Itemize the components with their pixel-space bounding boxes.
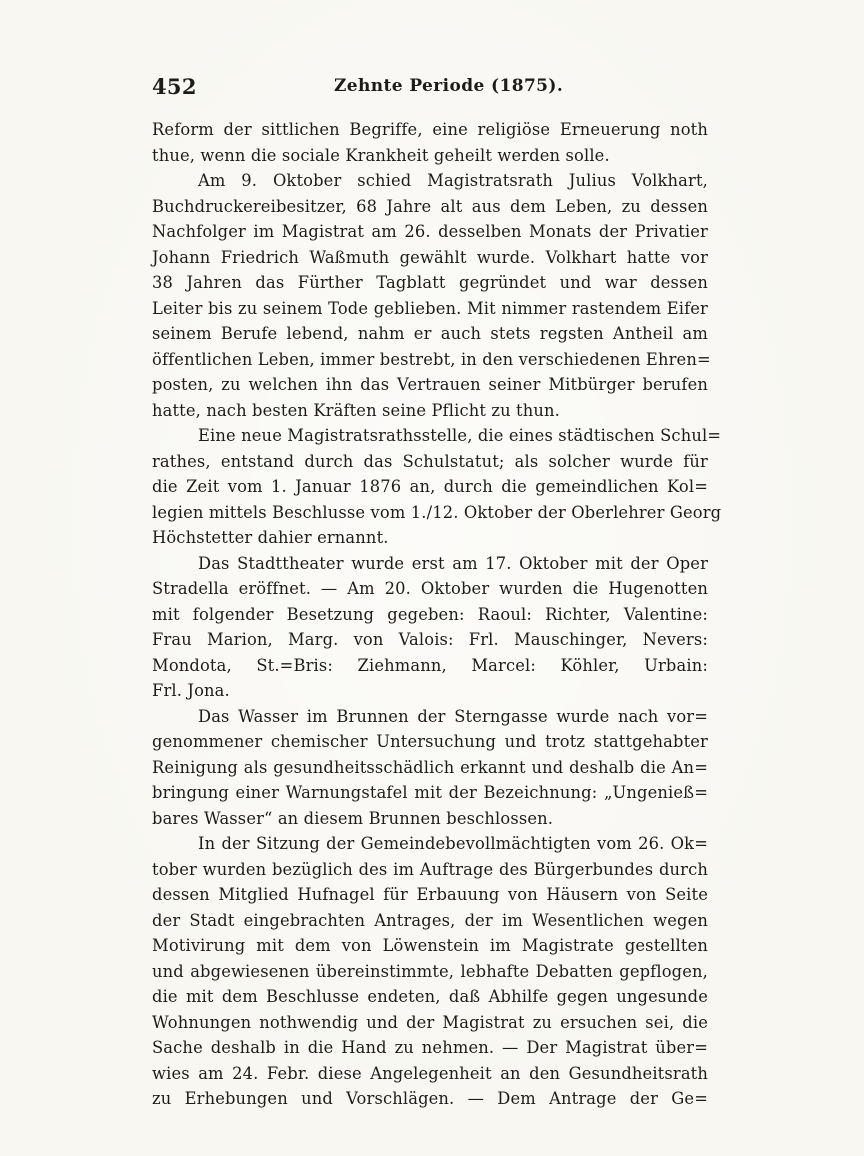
text-line: Das Stadttheater wurde erst am 17. Oktober mit der Oper [198, 553, 708, 573]
text-line: und abgewiesenen übereinstimmte, lebhafte Debatten gepflogen, [152, 961, 708, 981]
page-header [152, 74, 708, 100]
text-line: Frau Marion, Marg. von Valois: Frl. Mauschinger, Nevers: [152, 630, 708, 649]
text-line: bares Wasser“ an diesem Brunnen beschlossen. [152, 808, 554, 828]
text-line: Johann Friedrich Waßmuth gewählt wurde. Volkhart hatte vor [152, 247, 708, 267]
text-line: Leiter bis zu seinem Tode geblieben. Mit nimmer rastendem Eifer [152, 298, 708, 318]
text-line: Reinigung als gesundheitsschädlich erkannt und deshalb die An= [152, 757, 708, 777]
text-line: dessen Mitglied Hufnagel für Erbauung von Häusern von Seite [152, 885, 708, 904]
text-line: In der Sitzung der Gemeindebevollmächtigten vom 26. Ok= [198, 834, 708, 853]
text-line: die mit dem Beschlusse endeten, daß Abhilfe gegen ungesunde [152, 987, 708, 1006]
text-line: Stradella eröffnet. — Am 20. Oktober wurden die Hugenotten [152, 579, 708, 598]
body-text [152, 117, 722, 1112]
text-line: genommener chemischer Untersuchung und trotz stattgehabter [152, 732, 708, 751]
text-line: Eine neue Magistratsrathsstelle, die eines städtischen Schul= [198, 426, 722, 445]
text-line: tober wurden bezüglich des im Auftrage des Bürgerbundes durch [152, 859, 708, 879]
text-line: Höchstetter dahier ernannt. [152, 528, 389, 547]
text-line: Am 9. Oktober schied Magistratsrath Julius Volkhart, [198, 171, 708, 190]
text-line: Motivirung mit dem von Löwenstein im Magistrate gestellten [152, 936, 708, 955]
text-line: öffentlichen Leben, immer bestrebt, in den verschiedenen Ehren= [152, 349, 711, 369]
text-line: Frl. Jona. [152, 681, 230, 700]
text-line: Buchdruckereibesitzer, 68 Jahre alt aus dem Leben, zu dessen [152, 196, 708, 216]
text-line: Mondota, St.=Bris: Ziehmann, Marcel: Köhler, Urbain: [152, 655, 708, 675]
text-line: legien mittels Beschlusse vom 1./12. Oktober der Oberlehrer Georg [152, 502, 722, 522]
text-line: Wohnungen nothwendig und der Magistrat zu ersuchen sei, die [152, 1012, 708, 1032]
text-line: Sache deshalb in die Hand zu nehmen. — Der Magistrat über= [152, 1038, 708, 1057]
text-line: mit folgender Besetzung gegeben: Raoul: Richter, Valentine: [152, 604, 708, 624]
text-line: die Zeit vom 1. Januar 1876 an, durch die gemeindlichen Kol= [152, 477, 708, 496]
text-line: wies am 24. Febr. diese Angelegenheit an den Gesundheitsrath [152, 1063, 708, 1083]
text-line: rathes, entstand durch das Schulstatut; als solcher wurde für [152, 451, 708, 471]
text-line: bringung einer Warnungstafel mit der Bezeichnung: „Ungenieß= [152, 783, 708, 802]
running-title: Zehnte Periode (1875). [334, 76, 564, 96]
text-line: der Stadt eingebrachten Antrages, der im Wesentlichen wegen [152, 910, 708, 930]
text-line: Das Wasser im Brunnen der Sterngasse wurde nach vor= [198, 706, 708, 726]
text-line: zu Erhebungen und Vorschlägen. — Dem Antrage der Ge= [152, 1089, 708, 1108]
text-line: posten, zu welchen ihn das Vertrauen seiner Mitbürger berufen [152, 375, 708, 394]
text-line: thue, wenn die sociale Krankheit geheilt werden solle. [152, 145, 610, 165]
text-line: 38 Jahren das Fürther Tagblatt gegründet und war dessen [152, 273, 708, 292]
text-line: seinem Berufe lebend, nahm er auch stets regsten Antheil am [152, 324, 708, 343]
page-number: 452 [152, 74, 197, 99]
text-line: Nachfolger im Magistrat am 26. desselben Monats der Privatier [152, 222, 708, 241]
text-line: hatte, nach besten Kräften seine Pflicht zu thun. [152, 400, 560, 420]
text-line: Reform der sittlichen Begriffe, eine religiöse Erneuerung noth [152, 120, 708, 139]
